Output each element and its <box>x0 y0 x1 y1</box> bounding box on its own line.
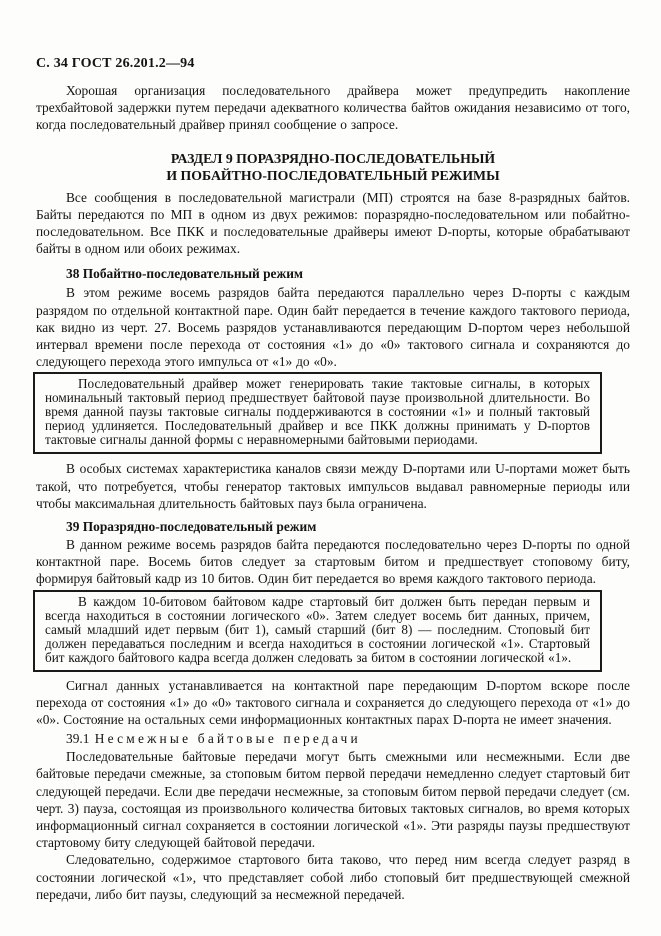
section-title-line2: И ПОБАЙТНО-ПОСЛЕДОВАТЕЛЬНЫЙ РЕЖИМЫ <box>166 167 500 183</box>
clause-39-heading: 39 Поразрядно-последовательный режим <box>66 519 317 535</box>
clause-38-paragraph: В этом режиме восемь разрядов байта передаются параллельно через D-порты с каждым разрядом по отдельной контактной паре. Один байт передается в течение каждого тактового периода, как видно из черт. 27. Восемь разрядов устанавливаются передающим D-портом через небольшой интервал времени после перехода от состояния «1» до «0» тактового сигнала и сохраняются до следующего перехода этого импульса от «1» до «0». <box>36 285 630 370</box>
clause-39-1-heading <box>36 730 630 747</box>
section-title-line1: РАЗДЕЛ 9 ПОРАЗРЯДНО-ПОСЛЕДОВАТЕЛЬНЫЙ <box>170 150 496 166</box>
section-overview-paragraph: Все сообщения в последовательной магистрали (МП) строятся на базе 8-разрядных байтов. Байты передаются по МП в одном из двух режимов: поразрядно-последовательном или побайтно-последовательном. Все ПКК и последовательные драйверы имеют D-порты, которые обрабатывают байты в одном или обоих режимах. <box>36 189 630 257</box>
clause-39-paragraph: В данном режиме восемь разрядов байта передаются последовательно через D-порты по одной контактной паре. Восемь битов следует за стартовым битом и предшествует стоповому биту, формируя байтовый кадр из 10 битов. Один бит передается во время каждого тактового периода. <box>36 537 630 587</box>
clause-39-note-text: В каждом 10-битовом байтовом кадре стартовый бит должен быть передан первым и всегда находиться в состоянии логического «0». Затем следует восемь бит данных, причем, самый младший идет первым (бит 1), самый старший (бит 8) — последним. Стоповый бит должен передаваться последним и всегда находиться в состоянии логической «1». Стартовый бит каждого байтового кадра всегда должен следовать за битом в состоянии логической «1». <box>45 593 590 665</box>
clause-38-heading: 38 Побайтно-последовательный режим <box>66 266 304 282</box>
clause-39-note-box <box>33 590 602 672</box>
clause-38-note-box <box>33 372 602 454</box>
clause-39-after-note-paragraph: Сигнал данных устанавливается на контактной паре передающим D-портом вскоре после перехода от состояния «1» до «0» тактового сигнала и сохраняется до следующего перехода от «1» до «0». Состояние на остальных семи информационных контактных парах D-порта не имеет значения. <box>36 677 630 728</box>
section-title <box>36 150 630 184</box>
clause-39-1-number: 39.1 <box>66 731 90 747</box>
clause-39-1-title: Несмежные байтовые передачи <box>94 731 361 747</box>
clause-39-1-paragraph-1: Последовательные байтовые передачи могут быть смежными или несмежными. Если две байтовые передачи смежные, за стоповым битом первой передачи немедленно следует стартовый бит следующей передачи. Если две передачи несмежные, за стоповым битом первой передачи следует (см. черт. 3) пауза, состоящая из произвольного количества битовых тактовых сигналов, во время которых информационный сигнал сохраняется в состоянии логической «1». Эти разряды паузы предшествуют стартовому биту следующей байтовой передачи. <box>36 749 630 851</box>
clause-39-1-paragraph-2: Следовательно, содержимое стартового бита таково, что перед ним всегда следует разряд в состоянии логической «1», что представляет собой либо стоповый бит предшествующей смежной передачи, либо бит паузы, следующий за несмежной передачей. <box>36 852 630 902</box>
page-header: С. 34 ГОСТ 26.201.2—94 <box>36 56 195 71</box>
clause-38-note-text: Последовательный драйвер может генерировать такие тактовые сигналы, в которых номинальный тактовый период предшествует байтовой паузе произвольной длительности. Во время данной паузы тактовые сигналы поддерживаются в состоянии «1» и полный тактовый период удлиняется. Последовательный драйвер и все ПКК должны принимать у D-портов тактовые сигналы данной формы с неравномерными байтовыми периодами. <box>45 376 590 448</box>
clause-38-after-note-paragraph: В особых системах характеристика каналов связи между D-портами или U-портами может быть такой, что потребуется, чтобы генератор тактовых импульсов выдавал равномерные периоды или чтобы максимальная длительность байтовых пауз была ограничена. <box>36 461 630 511</box>
intro-paragraph: Хорошая организация последовательного драйвера может предупредить накопление трехбайтовой задержки путем передачи адекватного количества байтов ожидания независимо от того, когда последовательный драйвер принял сообщение о запросе. <box>36 83 630 133</box>
